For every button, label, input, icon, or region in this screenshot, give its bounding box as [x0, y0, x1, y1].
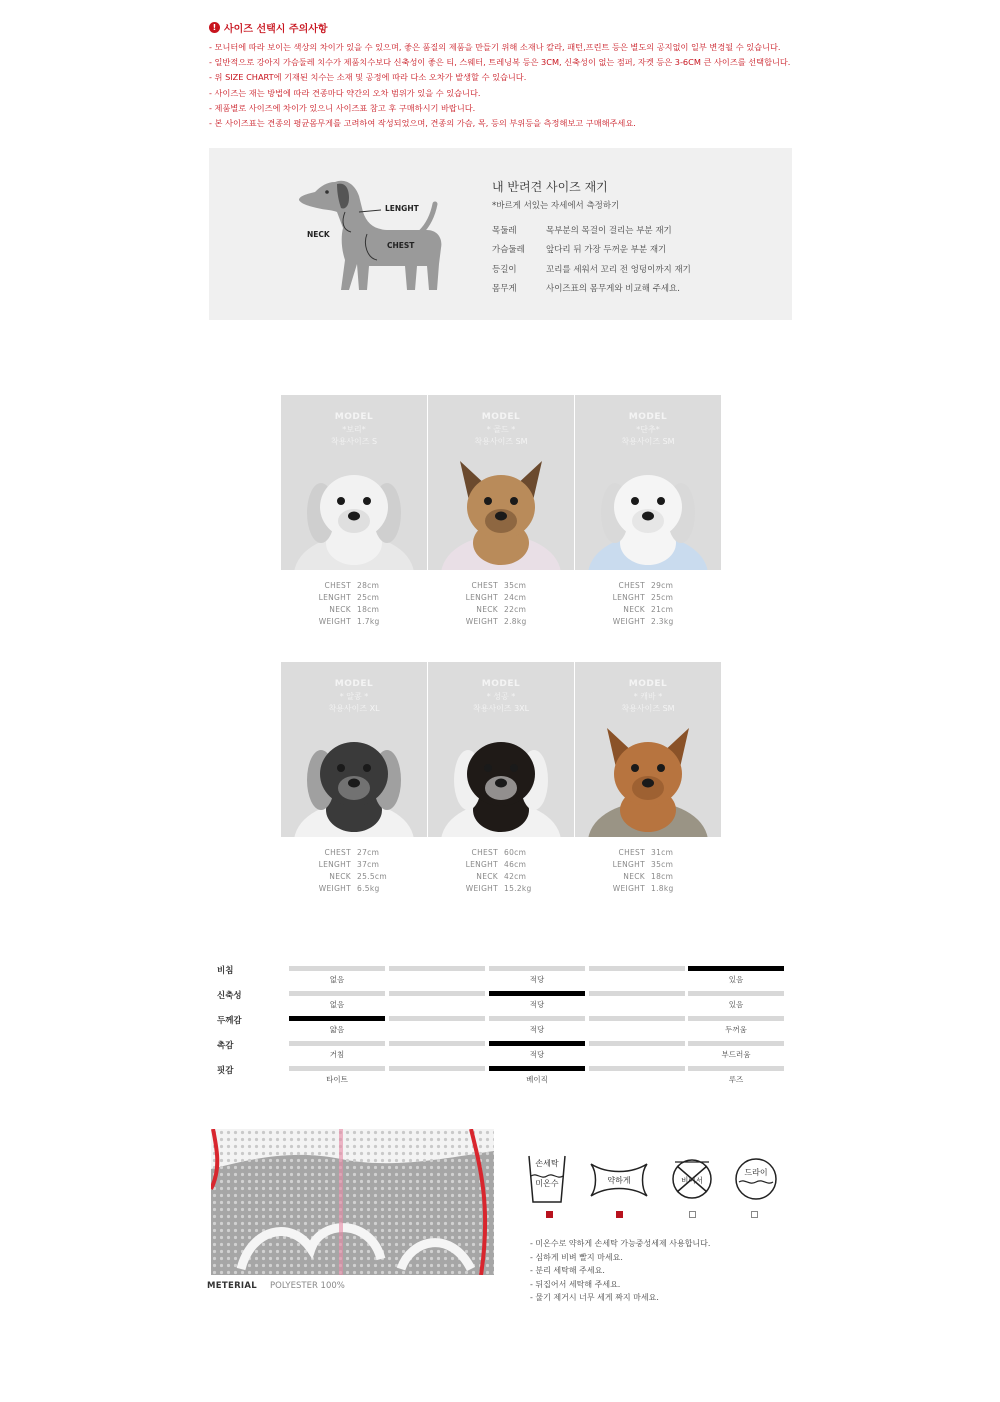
model-stat — [281, 871, 427, 883]
model-label: MODEL — [334, 679, 374, 689]
feature-name: 신축성 — [217, 991, 242, 1001]
chest-label: CHEST — [387, 241, 415, 250]
model-stats — [575, 580, 721, 628]
model-stat — [428, 604, 574, 616]
model-stat — [281, 847, 427, 859]
feature-label: 적당 — [529, 1000, 545, 1009]
measure-row — [492, 240, 691, 260]
care-note: - 심하게 비벼 빨지 마세요. — [530, 1252, 623, 1262]
stat-value: 2.8kg — [504, 617, 527, 626]
feature-segment — [489, 1016, 585, 1021]
measure-table — [492, 220, 691, 298]
stat-value: 28cm — [357, 581, 380, 590]
feature-segment — [389, 1016, 485, 1021]
stat-key: CHEST — [324, 848, 351, 857]
stat-key: LENGHT — [318, 593, 351, 602]
model-size: 착용사이즈 XL — [328, 704, 380, 713]
model-name: *단추* — [636, 425, 660, 434]
feature-segment — [489, 1041, 585, 1046]
fabric-photo — [211, 1129, 494, 1275]
stat-key: CHEST — [471, 848, 498, 857]
feature-label: 있음 — [728, 975, 744, 984]
feature-segment — [688, 1016, 784, 1021]
feature-segment — [489, 966, 585, 971]
measure-row — [492, 279, 691, 299]
stat-key: NECK — [476, 872, 498, 881]
stat-key: NECK — [623, 872, 645, 881]
measure-key: 등길이 — [492, 264, 517, 275]
feature-label: 없음 — [329, 1000, 345, 1009]
feature-row — [217, 1064, 787, 1089]
feature-segment — [489, 991, 585, 996]
measure-row — [492, 220, 691, 240]
stat-value: 29cm — [651, 581, 674, 590]
model-stat — [575, 847, 721, 859]
model-stat — [428, 871, 574, 883]
feature-label: 적당 — [529, 1025, 545, 1034]
model-name: * 알콩 * — [339, 692, 369, 701]
model-name: * 캐바 * — [633, 692, 663, 701]
stat-value: 2.3kg — [651, 617, 674, 626]
stat-key: CHEST — [618, 581, 645, 590]
care-note: - 뒤집어서 세탁해 주세요. — [530, 1279, 621, 1289]
stat-value: 18cm — [357, 605, 380, 614]
stat-key: NECK — [476, 605, 498, 614]
feature-segment — [688, 1041, 784, 1046]
stat-key: WEIGHT — [465, 617, 498, 626]
feature-label: 베이직 — [526, 1075, 548, 1084]
measure-value: 앞다리 뒤 가장 두꺼운 부분 재기 — [546, 245, 667, 256]
stat-key: CHEST — [324, 581, 351, 590]
model-photo — [428, 662, 574, 837]
model-stat — [281, 592, 427, 604]
care-note: - 미온수로 약하게 손세탁 가능중성세제 사용합니다. — [530, 1239, 711, 1248]
model-stat — [575, 580, 721, 592]
care-checkbox — [751, 1211, 758, 1218]
model-label: MODEL — [628, 412, 668, 422]
stat-value: 42cm — [504, 872, 527, 881]
feature-name: 핏감 — [217, 1066, 234, 1076]
model-stats — [281, 580, 427, 628]
model-header — [575, 412, 721, 448]
stat-value: 35cm — [504, 581, 527, 590]
lenght-label: LENGHT — [385, 204, 419, 213]
model-stat — [575, 616, 721, 628]
feature-label: 적당 — [529, 1050, 545, 1059]
feature-segment — [589, 966, 685, 971]
notice-line: - 본 사이즈표는 견종의 평균몸무게를 고려하여 작성되었으며, 견종의 가슴, 목, 등의 부위등을 측정해보고 구매해주세요. — [209, 117, 636, 128]
stat-value: 27cm — [357, 848, 380, 857]
stat-key: CHEST — [471, 581, 498, 590]
gentle-wring-text: 약하게 — [607, 1176, 631, 1185]
model-stat — [281, 883, 427, 895]
notice-line: - 일반적으로 강아지 가슴둘레 치수가 제품치수보다 신축성이 좋은 티, 스웨터, 트레닝복 등은 3CM, 신축성이 없는 점퍼, 자켓 등은 3-6CM 큰 사이즈를 선택합니다. — [209, 57, 791, 68]
care-checkbox — [616, 1211, 623, 1218]
notice-heading — [209, 20, 869, 34]
notice-line: - 위 SIZE CHART에 기재된 치수는 소재 및 공정에 따라 다소 오차가 발생할 수 있습니다. — [209, 72, 527, 83]
feature-segment — [589, 991, 685, 996]
stat-key: LENGHT — [612, 860, 645, 869]
measure-key: 몸무게 — [492, 284, 517, 295]
measure-subtitle: *바르게 서있는 자세에서 측정하기 — [492, 201, 620, 211]
feature-segment — [289, 966, 385, 971]
notice-line: - 모니터에 따라 보이는 색상의 차이가 있을 수 있으며, 좋은 품질의 제품을 만들기 위해 소재나 칼라, 패턴,프린트 등은 별도의 공지없이 일부 변경될 수 있습니다. — [209, 42, 781, 52]
model-stat — [575, 883, 721, 895]
notice-list — [209, 40, 869, 131]
feature-segment — [389, 991, 485, 996]
model-label: MODEL — [334, 412, 374, 422]
feature-row — [217, 1014, 787, 1039]
model-label: MODEL — [481, 412, 521, 422]
model-size: 착용사이즈 SM — [474, 437, 528, 446]
model-stat — [428, 847, 574, 859]
care-checkbox — [689, 1211, 696, 1218]
stat-value: 1.7kg — [357, 617, 380, 626]
stat-value: 18cm — [651, 872, 674, 881]
stat-value: 21cm — [651, 605, 674, 614]
notice-title-text: 사이즈 선택시 주의사항 — [224, 23, 328, 35]
model-stat — [281, 580, 427, 592]
model-header — [575, 679, 721, 715]
stat-value: 25cm — [357, 593, 380, 602]
feature-segment — [289, 1066, 385, 1071]
feature-segment — [389, 1066, 485, 1071]
handwash-text-bottom: 미온수 — [535, 1179, 559, 1188]
stat-value: 24cm — [504, 593, 527, 602]
model-photo — [281, 395, 427, 570]
feature-label: 부드러움 — [721, 1050, 751, 1059]
feature-segment — [589, 1041, 685, 1046]
model-photo — [428, 395, 574, 570]
model-label: MODEL — [481, 679, 521, 689]
feature-segment — [289, 1016, 385, 1021]
dog-measure-illustration — [297, 174, 447, 299]
feature-name: 촉감 — [217, 1041, 234, 1051]
model-photo — [281, 662, 427, 837]
stat-key: LENGHT — [612, 593, 645, 602]
care-note: - 물기 제거시 너무 세게 짜지 마세요. — [530, 1293, 659, 1302]
stat-value: 25.5cm — [357, 872, 387, 881]
model-photo — [575, 395, 721, 570]
model-name: * 골드 * — [486, 425, 516, 434]
stat-key: NECK — [329, 872, 351, 881]
dry-clean-icon — [733, 1156, 779, 1202]
measure-title: 내 반려견 사이즈 재기 — [492, 180, 608, 194]
model-stats — [575, 847, 721, 895]
model-stat — [428, 592, 574, 604]
feature-row — [217, 989, 787, 1014]
stat-key: LENGHT — [465, 860, 498, 869]
model-label: MODEL — [628, 679, 668, 689]
feature-name: 두께감 — [217, 1016, 242, 1026]
model-stat — [428, 883, 574, 895]
dry-clean-text: 드라이 — [744, 1168, 768, 1177]
feature-label: 타이트 — [326, 1075, 348, 1084]
measure-guide-panel — [209, 148, 792, 320]
feature-name: 비침 — [217, 966, 234, 976]
stat-value: 25cm — [651, 593, 674, 602]
feature-segment — [589, 1016, 685, 1021]
model-name: * 성공 * — [486, 692, 516, 701]
notice-line: - 사이즈는 재는 방법에 따라 견종마다 약간의 오차 범위가 있을 수 있습니다. — [209, 87, 481, 98]
stat-key: CHEST — [618, 848, 645, 857]
feature-label: 루즈 — [728, 1075, 744, 1084]
stat-value: 6.5kg — [357, 884, 380, 893]
feature-segment — [688, 1066, 784, 1071]
stat-value: 15.2kg — [504, 884, 532, 893]
model-size: 착용사이즈 S — [330, 437, 378, 446]
measure-key: 목둘레 — [492, 225, 517, 236]
stat-key: WEIGHT — [612, 617, 645, 626]
neck-label: NECK — [307, 230, 330, 239]
stat-value: 46cm — [504, 860, 527, 869]
handwash-text-top: 손세탁 — [535, 1159, 559, 1168]
notice-line: - 제품별로 사이즈에 차이가 있으니 사이즈표 참고 후 구매하시기 바랍니다. — [209, 102, 476, 113]
measure-value: 목부분의 목걸이 걸리는 부분 재기 — [546, 225, 672, 236]
material-value: POLYESTER 100% — [270, 1281, 345, 1291]
handwash-icon — [525, 1152, 569, 1206]
measure-value: 사이즈표의 몸무게와 비교해 주세요. — [546, 284, 680, 295]
stat-value: 37cm — [357, 860, 380, 869]
model-stat — [575, 592, 721, 604]
feature-segment — [688, 991, 784, 996]
measure-value: 꼬리를 세워서 꼬리 전 엉덩이까지 재기 — [546, 264, 691, 275]
stat-key: WEIGHT — [318, 884, 351, 893]
model-name: *보리* — [342, 425, 366, 434]
stat-key: LENGHT — [465, 593, 498, 602]
material-label: METERIAL — [207, 1281, 257, 1291]
size-notice — [209, 20, 869, 131]
model-stat — [428, 859, 574, 871]
feature-label: 없음 — [329, 975, 345, 984]
model-size: 착용사이즈 SM — [621, 437, 675, 446]
feature-label: 적당 — [529, 975, 545, 984]
feature-label: 거침 — [329, 1050, 345, 1059]
feature-segment — [289, 991, 385, 996]
stat-key: LENGHT — [318, 860, 351, 869]
stat-key: WEIGHT — [318, 617, 351, 626]
stat-value: 31cm — [651, 848, 674, 857]
care-checkbox — [546, 1211, 553, 1218]
warning-icon: ! — [209, 22, 220, 33]
model-header — [281, 412, 427, 448]
model-stat — [281, 616, 427, 628]
model-size: 착용사이즈 3XL — [472, 704, 530, 713]
feature-label: 있음 — [728, 1000, 744, 1009]
stat-key: NECK — [329, 605, 351, 614]
feature-segment — [688, 966, 784, 971]
stat-value: 35cm — [651, 860, 674, 869]
feature-row — [217, 964, 787, 989]
care-notes — [530, 1237, 710, 1305]
feature-segment — [489, 1066, 585, 1071]
model-stat — [281, 859, 427, 871]
no-wring-text: 비어서 — [681, 1176, 703, 1185]
model-stats — [428, 847, 574, 895]
no-wring-icon — [667, 1152, 717, 1202]
feature-label: 얇음 — [329, 1025, 345, 1034]
feature-segment — [389, 966, 485, 971]
model-stat — [428, 580, 574, 592]
model-stat — [281, 604, 427, 616]
measure-row — [492, 259, 691, 279]
model-stats — [428, 580, 574, 628]
measure-key: 가슴둘레 — [492, 245, 525, 256]
feature-segment — [289, 1041, 385, 1046]
model-header — [428, 679, 574, 715]
model-stats — [281, 847, 427, 895]
feature-segment — [389, 1041, 485, 1046]
gentle-wring-icon — [587, 1160, 651, 1200]
feature-row — [217, 1039, 787, 1064]
model-header — [281, 679, 427, 715]
feature-segment — [589, 1066, 685, 1071]
model-stat — [428, 616, 574, 628]
model-stat — [575, 871, 721, 883]
stat-key: WEIGHT — [465, 884, 498, 893]
stat-key: WEIGHT — [612, 884, 645, 893]
stat-value: 1.8kg — [651, 884, 674, 893]
feature-label: 두꺼움 — [725, 1025, 747, 1034]
model-stat — [575, 604, 721, 616]
model-header — [428, 412, 574, 448]
care-icons — [525, 1152, 795, 1222]
stat-key: NECK — [623, 605, 645, 614]
model-stat — [575, 859, 721, 871]
model-size: 착용사이즈 SM — [621, 704, 675, 713]
stat-value: 22cm — [504, 605, 527, 614]
stat-value: 60cm — [504, 848, 527, 857]
care-note: - 분리 세탁해 주세요. — [530, 1266, 605, 1275]
model-photo — [575, 662, 721, 837]
